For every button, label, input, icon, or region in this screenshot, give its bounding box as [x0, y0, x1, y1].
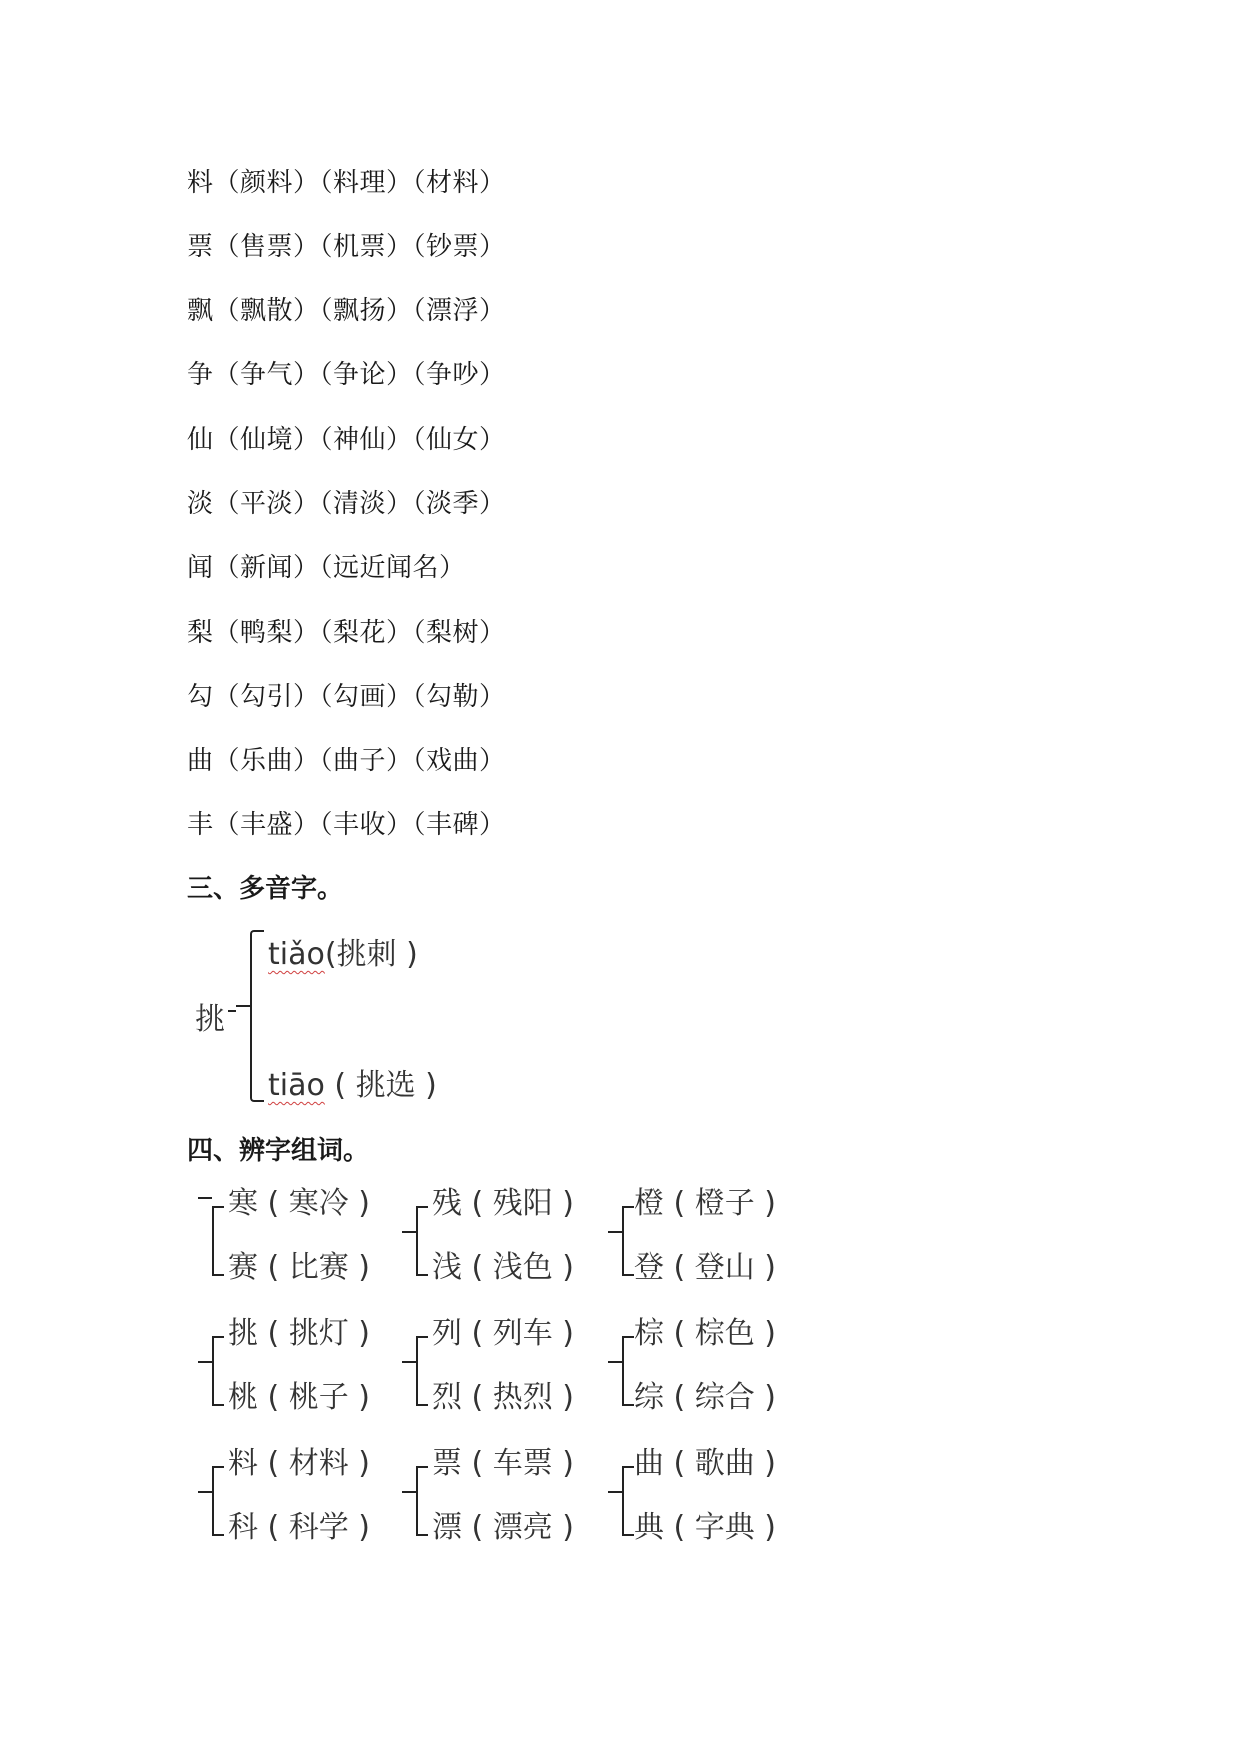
pair-item: 橙 ( 橙子 ): [634, 1186, 777, 1221]
bracket-joint: [236, 1005, 250, 1007]
word-row: 料（颜料）（料理）（材料）: [187, 168, 506, 198]
bracket-stem: [402, 1491, 416, 1493]
pair-item: 料 ( 材料 ): [228, 1446, 371, 1481]
word-row: 勾（勾引）（勾画）（勾勒）: [187, 682, 506, 712]
pair-item: 浅 ( 浅色 ): [432, 1250, 575, 1285]
word-row: 曲（乐曲）（曲子）（戏曲）: [187, 746, 506, 776]
pair-item: 桃 ( 桃子 ): [228, 1380, 371, 1415]
bracket-stem: [402, 1231, 416, 1233]
brace-bracket: [250, 930, 264, 1102]
bracket-stem: [198, 1491, 212, 1493]
reading-2: [268, 1068, 437, 1104]
polyphonic-char: 挑: [195, 1002, 225, 1037]
bracket-stem: [198, 1197, 212, 1199]
reading-word-2: ( 挑选 ): [324, 1068, 437, 1103]
brace-bracket: [416, 1466, 428, 1536]
word-row: 梨（鸭梨）（梨花）（梨树）: [187, 618, 506, 648]
pair-item: 棕 ( 棕色 ): [634, 1316, 777, 1351]
brace-bracket: [416, 1206, 428, 1276]
pair-item: 曲 ( 歌曲 ): [634, 1446, 777, 1481]
bracket-stem: [198, 1361, 212, 1363]
word-row: 飘（飘散）（飘扬）（漂浮）: [187, 296, 506, 326]
bracket-stem: [608, 1491, 622, 1493]
pair-item: 综 ( 综合 ): [634, 1380, 777, 1415]
brace-bracket: [212, 1466, 224, 1536]
word-row: 闻（新闻）（远近闻名）: [187, 553, 466, 583]
pair-item: 烈 ( 热烈 ): [432, 1380, 575, 1415]
pair-item: 寒 ( 寒冷 ): [228, 1186, 371, 1221]
pinyin-1: tiǎo: [268, 937, 325, 972]
word-row: 争（争气）（争论）（争吵）: [187, 360, 506, 390]
section-heading-distinguish: 四、辨字组词。: [187, 1136, 370, 1166]
bracket-stem: [228, 1010, 236, 1012]
bracket-stem: [608, 1231, 622, 1233]
bracket-stem: [402, 1361, 416, 1363]
brace-bracket: [212, 1336, 224, 1406]
pair-item: 典 ( 字典 ): [634, 1510, 777, 1545]
pair-item: 残 ( 残阳 ): [432, 1186, 575, 1221]
brace-bracket: [622, 1466, 634, 1536]
word-row: 票（售票）（机票）（钞票）: [187, 232, 506, 262]
word-row: 淡（平淡）（清淡）（淡季）: [187, 489, 506, 519]
section-heading-polyphonic: 三、多音字。: [187, 874, 344, 904]
pair-item: 登 ( 登山 ): [634, 1250, 777, 1285]
pair-item: 票 ( 车票 ): [432, 1446, 575, 1481]
reading-word-1: (挑刺 ): [324, 937, 418, 972]
pair-item: 列 ( 列车 ): [432, 1316, 575, 1351]
brace-bracket: [416, 1336, 428, 1406]
pair-item: 挑 ( 挑灯 ): [228, 1316, 371, 1351]
pinyin-2: tiāo: [268, 1068, 325, 1103]
pair-item: 科 ( 科学 ): [228, 1510, 371, 1545]
bracket-stem: [608, 1361, 622, 1363]
pair-item: 赛 ( 比赛 ): [228, 1250, 371, 1285]
reading-1: [268, 937, 418, 973]
brace-bracket: [622, 1336, 634, 1406]
pair-item: 漂 ( 漂亮 ): [432, 1510, 575, 1545]
brace-bracket: [212, 1206, 224, 1276]
word-row: 仙（仙境）（神仙）（仙女）: [187, 425, 506, 455]
brace-bracket: [622, 1206, 634, 1276]
word-row: 丰（丰盛）（丰收）（丰碑）: [187, 810, 506, 840]
